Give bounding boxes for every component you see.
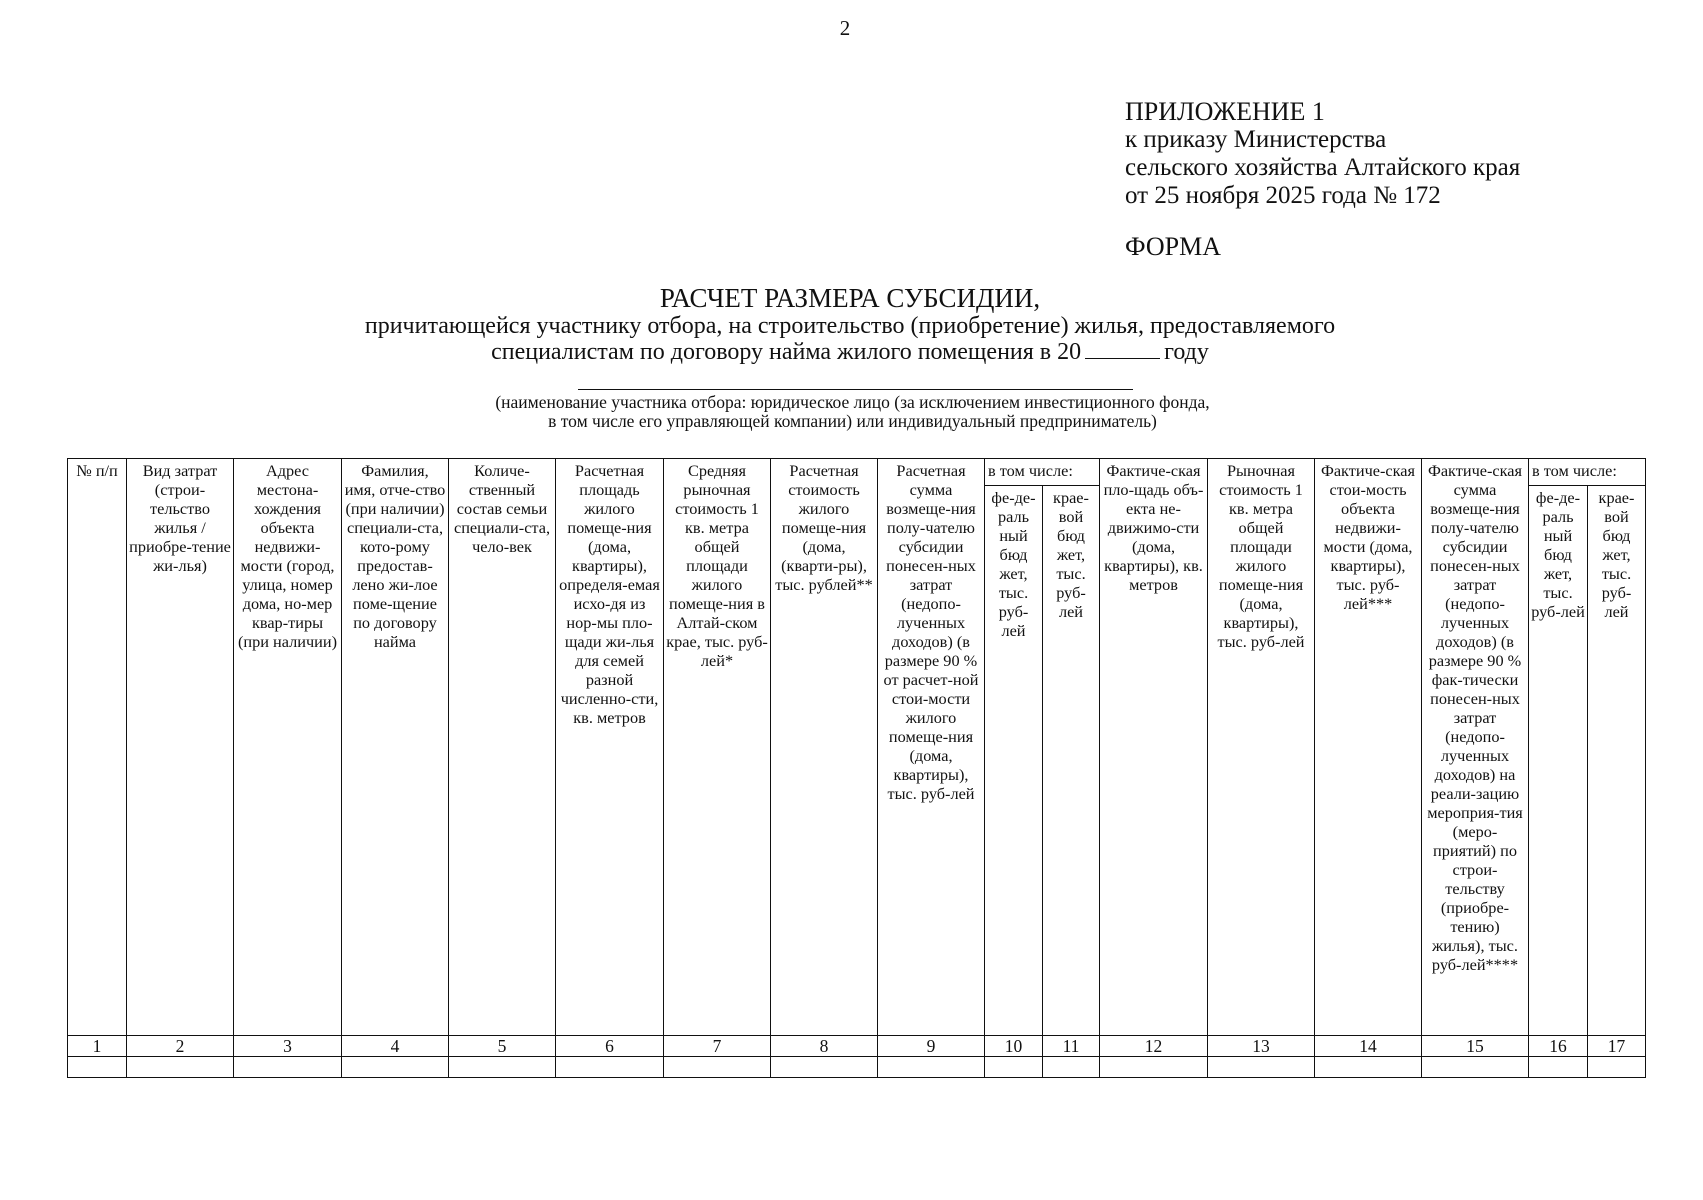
column-number: 15: [1422, 1036, 1529, 1057]
subsidy-calculation-table: [67, 458, 1646, 1078]
column-number-row: [68, 1036, 1646, 1057]
header-cell-17: крае-вой бюд жет, тыс. руб-лей: [1588, 486, 1646, 1036]
table-data-row: [68, 1057, 1646, 1078]
participant-caption-line-2: в том числе его управляющей компании) или индивидуальный предприниматель): [548, 411, 1157, 431]
participant-name-line[interactable]: [578, 389, 1133, 390]
header-cell-5: Количе-ственный состав семьи специали-ста, чело-век: [449, 459, 556, 1036]
data-cell[interactable]: [342, 1057, 449, 1078]
participant-caption: [300, 393, 1405, 431]
column-number: 13: [1208, 1036, 1315, 1057]
header-cell-6: Расчетная площадь жилого помеще-ния (дома, квартиры), определя-емая исхо-дя из нор-мы пло-щади жи-лья для семей разной численно-сти, кв. метров: [556, 459, 664, 1036]
header-cell-12: Фактиче-ская пло-щадь объ-екта не-движимо-сти (дома, квартиры), кв. метров: [1100, 459, 1208, 1036]
header-group-including-2: в том числе:: [1529, 459, 1646, 486]
column-number: 8: [771, 1036, 878, 1057]
data-cell[interactable]: [449, 1057, 556, 1078]
title-subtitle-line-1: причитающейся участнику отбора, на строительство (приобретение) жилья, предоставляемого: [364, 313, 1336, 339]
column-number: 2: [127, 1036, 234, 1057]
data-cell[interactable]: [1422, 1057, 1529, 1078]
title-year-prefix: специалистам по договору найма жилого помещения в 20: [491, 339, 1082, 365]
header-cell-3: Адрес местона-хождения объекта недвижи-мости (город, улица, номер дома, но-мер квар-тиры (при наличии): [234, 459, 342, 1036]
data-cell[interactable]: [1529, 1057, 1588, 1078]
header-cell-2: Вид затрат (строи-тельство жилья / приобре-тение жи-лья): [127, 459, 234, 1036]
column-number: 17: [1588, 1036, 1646, 1057]
appendix-order-line-2: сельского хозяйства Алтайского края: [1125, 154, 1521, 181]
column-number: 3: [234, 1036, 342, 1057]
column-number: 7: [664, 1036, 771, 1057]
data-cell[interactable]: [1588, 1057, 1646, 1078]
title-year-suffix: году: [1164, 339, 1209, 365]
header-cell-16: фе-де-раль ный бюд жет, тыс. руб-лей: [1529, 486, 1588, 1036]
form-label: ФОРМА: [1125, 232, 1221, 261]
participant-caption-line-1: (наименование участника отбора: юридическое лицо (за исключением инвестиционного фонда,: [495, 392, 1210, 412]
data-cell[interactable]: [1043, 1057, 1100, 1078]
header-cell-8: Расчетная стоимость жилого помеще-ния (дома, (кварти-ры), тыс. рублей**: [771, 459, 878, 1036]
year-blank-field[interactable]: [1085, 340, 1160, 359]
column-number: 4: [342, 1036, 449, 1057]
column-number: 1: [68, 1036, 127, 1057]
header-cell-14: Фактиче-ская стои-мость объекта недвижи-мости (дома, квартиры), тыс. руб-лей***: [1315, 459, 1422, 1036]
appendix-block: [1125, 98, 1645, 210]
data-cell[interactable]: [1315, 1057, 1422, 1078]
title-main: РАСЧЕТ РАЗМЕРА СУБСИДИИ,: [659, 283, 1041, 313]
data-cell[interactable]: [68, 1057, 127, 1078]
header-cell-11: крае-вой бюд жет, тыс. руб-лей: [1043, 486, 1100, 1036]
appendix-order-line-3: от 25 ноября 2025 года № 172: [1125, 182, 1441, 209]
column-number: 16: [1529, 1036, 1588, 1057]
appendix-heading: ПРИЛОЖЕНИЕ 1: [1125, 97, 1325, 126]
table-header-row: [68, 459, 1646, 486]
header-cell-15: Фактиче-ская сумма возмеще-ния полу-чателю субсидии понесен-ных затрат (недопо-лученных доходов) (в размере 90 % фак-тически понесен-ных затрат (недопо-лученных доходов) на реали-зацию мероприя-тия (меро-приятий) по строи-тельству (приобре-тению) жилья), тыс. руб-лей****: [1422, 459, 1529, 1036]
column-number: 14: [1315, 1036, 1422, 1057]
header-cell-7: Средняя рыночная стоимость 1 кв. метра общей площади жилого помеще-ния в Алтай-ском крае, тыс. руб-лей*: [664, 459, 771, 1036]
title-subtitle-line-2: [200, 339, 1500, 365]
column-number: 10: [985, 1036, 1043, 1057]
header-cell-4: Фамилия, имя, отче-ство (при наличии) специали-ста, кото-рому предостав-лено жи-лое поме-щение по договору найма: [342, 459, 449, 1036]
column-number: 11: [1043, 1036, 1100, 1057]
data-cell[interactable]: [878, 1057, 985, 1078]
data-cell[interactable]: [556, 1057, 664, 1078]
header-cell-13: Рыночная стоимость 1 кв. метра общей площади жилого помеще-ния (дома, квартиры), тыс. руб-лей: [1208, 459, 1315, 1036]
data-cell[interactable]: [127, 1057, 234, 1078]
data-cell[interactable]: [664, 1057, 771, 1078]
header-cell-9: Расчетная сумма возмеще-ния полу-чателю субсидии понесен-ных затрат (недопо-лученных доходов) (в размере 90 % от расчет-ной стои-мости жилого помеще-ния (дома, квартиры), тыс. руб-лей: [878, 459, 985, 1036]
header-cell-1: № п/п: [68, 459, 127, 1036]
data-cell[interactable]: [234, 1057, 342, 1078]
appendix-order-line-1: к приказу Министерства: [1125, 126, 1387, 153]
column-number: 12: [1100, 1036, 1208, 1057]
header-group-including-1: в том числе:: [985, 459, 1100, 486]
data-cell[interactable]: [1208, 1057, 1315, 1078]
header-cell-10: фе-де-раль ный бюд жет, тыс. руб-лей: [985, 486, 1043, 1036]
data-cell[interactable]: [771, 1057, 878, 1078]
column-number: 9: [878, 1036, 985, 1057]
column-number: 5: [449, 1036, 556, 1057]
document-title: [200, 283, 1500, 365]
data-cell[interactable]: [1100, 1057, 1208, 1078]
data-cell[interactable]: [985, 1057, 1043, 1078]
page-number: 2: [839, 16, 851, 40]
column-number: 6: [556, 1036, 664, 1057]
